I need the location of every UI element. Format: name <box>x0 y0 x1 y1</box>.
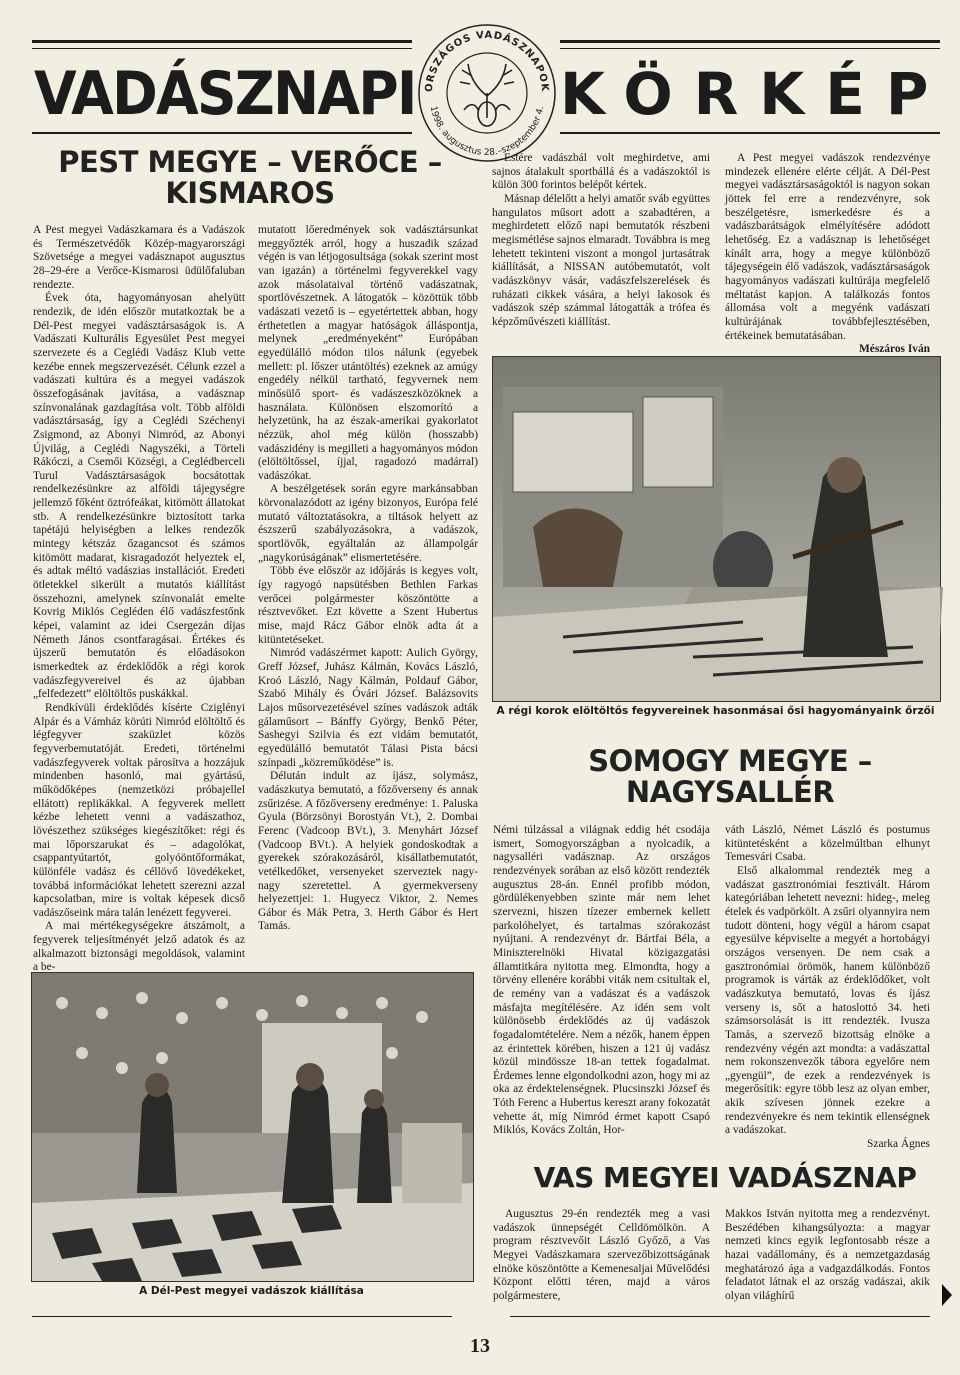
masthead-rule-bottom <box>32 132 412 134</box>
masthead-rule-top-right <box>560 40 940 43</box>
somogy-article-headline <box>520 746 940 809</box>
footer-rule-right <box>510 1316 930 1317</box>
pest-c2-p2: A beszélgetések során egyre markánsabban körvonalazódott az igény bizonyos, Európa felé mutató változtatásokra, a tiltások helyett az észszerű szabályozásokra, a vadászok, sportlövők, egyáltalán az állampolgár „nagykorúságának” elismertetésére. <box>258 483 478 564</box>
somogy-column-2 <box>725 824 930 1151</box>
photo-bottom-caption: A Dél-Pest megyei vadászok kiállítása <box>139 1285 364 1297</box>
pest-c1-p3: Rendkívüli érdeklődés kísérte Cziglényi Alpár és a Vámház körúti Nimród elöltöltő és légfegyver szaküzlet közös fegyverbemutatóját. Eredeti, történelmi vadászfegyverek voltak párosítva a hozzájuk mindenben hasonló, mai gyártású, működőképes (nemzetközi próbajellel ellátott) replikákkal. A fegyverek mellett kézbe lehetett venni a vadászathoz, lövészethez szükséges kiegészítőket: régi és mai lőporszarukat és – adagolókat, csappantyútartót, golyóöntőformákat, különféle vadász és céllövő lövedékeket, továbbá információkat lehetett szerezni azzal kapcsolatban, mire is voltak képesek dicső vadászőseink mára talán lenézett fegyverei. <box>33 701 245 919</box>
pest-c3-p1: Estére vadászbál volt meghirdetve, ami sajnos átalakult sportbállá és a vadászoktól is külön 300 forintos belépőt kértek. <box>492 152 710 192</box>
pest-column-1 <box>33 224 245 974</box>
pest-column-3 <box>492 152 710 352</box>
pest-column-2 <box>258 224 478 964</box>
pest-c2-p1: mutatott lőeredmények sok vadásztársunkat meggyőzték arról, hogy a huszadik század végén is van létjogosultsága (sokak szerint most van igazán) a történelmi fegyverekkel vagy azok másolataival történő vadászatnak, sportlövészetnek. A látogatók – közöttük több vadászati vezető is – egyetértettek abban, hogy érthetetlen a magyar hatóságok álláspontja, melynek „eredményeként” Európában egyedülálló módon tilos nálunk (egyebek mellett: pl. lőszer utántöltés) ezeknek az amúgy engedély nélkül tartható, fegyvernek nem minősülő sport- és vadászeszközöknek a használata. Különösen elszomorító a helyzetünk, ha az észak-amerikai gyakorlatot nézzük, ahol még külön (hosszabb) vadászidény is megilleti a hagyományos módon (elöltöltőssel, íjjal, ragadozó madárral) vadászókat. <box>258 224 478 482</box>
photo-bottom-trophy-wall <box>32 973 473 1133</box>
vas-c1-p1: Augusztus 29-én rendezték meg a vasi vadászok ünnepségét Celldömölkön. A program résztvevőit László Győző, a Vas Megyei Vadászkamara szervezőbizottságának elnöke köszöntötte a Kemenesaljai Művelődési Központ előtti téren, majd a város polgármestere, <box>493 1208 710 1302</box>
pest-c1-p2: Évek óta, hagyományosan ahelyütt rendezik, de idén először mutatkoztak be a Dél-Pest megyei vadásztársaságok is. A Vadászati Kulturális Egyesület Pest megyei szervezete és a Ceglédi Vadász Klub vette kezébe ennek megszervezését. Célunk ezzel a vadászati kultúra és a megyei vadászok összefogásának javítása, a vadásznap színvonalának gazdagítása volt. Több alföldi vadásztársaság, így a Ceglédi Széchenyi Zsigmond, az Abonyi Nimród, az Abonyi Újvilág, a Ceglédi Nagyszéki, a Törteli Rákóczi, a Csemői Községi, a Ceglédberceli Turul Vadásztársaságok bocsátottak rendelkezésünkre az alföldi tájegységre jellemző főként öztrófeákat, kitömött állatokat stb. A rendelkezésünkre biztosított tarka tapétájú helyiségben a lelkes rendezők mintegy kétszáz őzagancsot és számos kitömött madarat, kisragadozót helyeztek el, és adtak méltó vadászias installációt. Eredeti ötletekkel sikerült a mutatós kiállítást összehozni, amelynek színvonalát emelte Kovrig Miklós Cegléden élő vadászfestőnk képei, valamint az idei Csergezán díjas Németh János csontfaragásai. Értékes és újszerű bemutatón és előadásokon ismerkedtek az érdeklődők a régi korok vadászfegyvereivel és az újabban „felfedezett” elöltöltős puskákkal. <box>33 292 245 701</box>
somogy-c2-p1: váth László, Német László és postumus kitüntetésként a közelmúltban elhunyt Temesvári Csaba. <box>725 824 930 864</box>
somogy-signature: Szarka Ágnes <box>867 1138 930 1151</box>
masthead-rule-top-right-2 <box>560 48 940 49</box>
footer-rule-left <box>32 1316 452 1317</box>
masthead-rule-bottom-right <box>560 132 940 134</box>
pest-headline-line2: KISMAROS <box>165 176 335 211</box>
photo-top-fox-mount <box>533 508 623 587</box>
pest-c4-p1: A Pest megyei vadászok rendezvénye mindezek ellenére elérte célját. A Dél-Pest megyei vadásztársaságoktól is nagyon sokan jöttek fel erre a rendezvényre, sok beszélgetésre, ismerkedésre és a vadászbarátságok elmélyítésére adódott lehetőség. Ez a vadásznap is lehetőséget kínált arra, hogy a megye különböző tájegységein élő vadászok, vadásztársaságok hagyományos vadászati kultúrája megfelelő méltatást kapjon. A találkozás fontos állomása volt a megyénk vadászati kultúrájának továbbfejlesztésében, értékeinek bemutatásában. <box>725 152 930 342</box>
masthead-title-right: KÖRKÉP <box>560 60 950 128</box>
photo-exhibition <box>31 972 474 1282</box>
masthead-rule-top-2 <box>32 48 412 49</box>
pest-c2-p4: Nimród vadászérmet kapott: Aulich György, Greff József, Juhász Kálmán, Kovács László, Kroó László, Nagy Kálmán, Poldauf Gábor, Szabó Mihály és Óvári József. Balázsovits Lajos műsorvezetésével színes vadászok adták gálaműsort – Bánffy György, Benkő Péter, Sashegyi Szilvia és ezt vidám bemutatót, egyedülálló bemutatót Tálasi Pista bácsi színpadi „közreműködése” is. <box>258 647 478 769</box>
somogy-column-1 <box>493 824 710 1146</box>
vas-column-1 <box>493 1208 710 1304</box>
vas-c2-p1: Makkos István nyitotta meg a rendezvényt. Beszédében kihangsúlyozta: a magyar nemzeti kincs egyik legfontosabb része a hazai vadállomány, és a nemzetgazdaság meghatározó ága a vadgazdálkodás. Fontos feladatot látnak el az ország vadászai, akik olyan világhírű <box>725 1208 930 1302</box>
pest-c3-p2: Másnap délelőtt a helyi amatőr sváb együttes hangulatos műsort adott a szabadtéren, a meghirdetett előző napi bemutatók részbeni megismétlése sajnos elmaradt. Továbbra is meg lehetett tekinteni viszont a mongol jurtasátrak kiállítását, a NISSAN autóbemutatót, volt vadászkönyv vásár, vadászfelszerelések és ruházati cikkek vására, a helyi lakosok és vadászok szép számmal látogatták a trófea és képzőművészeti kiállítást. <box>492 192 710 328</box>
photo-top-caption: A régi korok elöltöltős fegyvereinek hasonmásai ősi hagyományaink őrzői <box>496 705 935 717</box>
seal-bottom-text: 1998. augusztus 28.–szeptember 4. <box>427 105 547 159</box>
pest-article-headline <box>40 147 460 210</box>
pest-headline-line1: PEST MEGYE – VERŐCE – <box>58 145 442 179</box>
pest-c1-p4: A mai mértékegységekre átszámolt, a fegyverek teljesítményét jelző adatok és az alkalmazott biztonsági megoldások, valamint a be- <box>33 920 245 974</box>
photo-antique-firearms <box>492 356 941 702</box>
masthead-rule-top <box>32 40 412 43</box>
vas-column-2 <box>725 1208 930 1304</box>
somogy-c2-p2: Első alkalommal rendezték meg a vadászat gasztronómiai fesztivált. Három kategóriában lehetett nevezni: hideg-, meleg ételek és vadpörkölt. A zsűri olyannyira nem tudott dönteni, hogy végül a három csapat egyesülve képviselte a megyét a hortobágyi országos versenyen. De nem csak a gasztronómiai örömök, hanem különböző programok is várták az érdeklődőket, volt vadászkutya bemutató, lovas és íjász verseny is, sőt a hatoslottó 34. heti számsorsolását is itt rendezték. Ivusza Tamás, a szervező bizottság elnöke a rendezvény végén azt mondta: a vadászattal nem rokonszenvezők tábora egyelőre nem „gyengül”, de ezek a rendezvények is megerősítik: egyre több lesz az olyan ember, akik szívesen jönnek ezekre a rendezvényekre és nem tekintik ellenségnek a vadászokat. <box>725 864 930 1137</box>
somogy-headline-line2: NAGYSALLÉR <box>625 775 835 810</box>
pest-column-4 <box>725 152 930 362</box>
pest-c2-p5: Délután indult az íjász, solymász, vadászkutya bemutató, a főzőverseny és annak zsűrizése. A főzőverseny eredménye: 1. Paluska Gyula (Börzsönyi Borostyán Vt.), 2. Dombai Ferenc (Vadcoop BVt.), 3. Menyhárt József (Vadcoop BVt.). A helyiek gondoskodtak a gyerekek szórakozásáról, kisállatbemutatót, vetélkedőket, versenyeket szerveztek nagy-nagy szeretettel. A gyermekverseny helyezettjei: 1. Hugyecz Viktor, 2. Nemes Gábor és Mák Petra, 3. Herth Gábor és Hert Tamás. <box>258 770 478 933</box>
masthead-title-left: VADÁSZNAPI <box>34 59 416 129</box>
pest-c1-p1: A Pest megyei Vadászkamara és a Vadászok és Természetvédők Közép-magyarországi Szövetsége a megyei vadásznapot augusztus 28–29-ére a Verőce-Kismarosi üdülőfaluban rendezte. <box>33 224 245 291</box>
somogy-headline-line1: SOMOGY MEGYE – <box>588 744 872 778</box>
pest-c2-p3: Több éve először az időjárás is kegyes volt, így ragyogó napsütésben Bethlen Farkas verőcei polgármester köszöntötte a résztvevőket. Ezt követte a Szent Hubertus mise, majd Rácz Gábor elnök adta át a kitüntetéseket. <box>258 565 478 646</box>
seal-top-text: ORSZÁGOS VADÁSZNAPOK <box>423 29 551 93</box>
pest-signature-name: Mészáros Iván <box>859 343 930 356</box>
page-number: 13 <box>470 1335 490 1357</box>
somogy-c1-p1: Némi túlzással a világnak eddig hét csodája ismert, Somogyországban a nyolcadik, a nagysalléri vadásznap. Az országos rendezvények sorában az első között rendezték augusztus 28-án. Ennél profibb módon, gördülékenyebben szinte már nem lehet szervezni, hiszen tízezer embernek kellett parkolóhelyet, és tartalmas szórakozást nyújtani. A rendezvényt dr. Bártfai Béla, a Miniszterelnöki Hivatal közigazgatási államtitkára nyitotta meg. Elmondta, hogy a törvény ellenére korábbi viták nem csitultak el, de remény van a vadászat és a vadászok másfajta megítélésére. Az idén sem volt különösebb érdeklődés az új vadászok fogadalomtételére. Nem a nézők, hanem éppen az érintettek körében, hiszen a 121 új vadász közül mindössze 18-an tettek fogadalmat. Érdemes lenne elgondolkodni azon, hogy mi az oka az érdektelenségnek. Plucsinszki József és Tóth Ferenc a Hubertus kereszt arany fokozatát vehette át, míg Nimród érmet kapott Csapó Miklós, Kovács Zoltán, Hor- <box>493 824 710 1137</box>
vas-article-headline: VAS MEGYEI VADÁSZNAP <box>533 1161 917 1194</box>
continue-arrow-icon <box>940 1282 954 1308</box>
